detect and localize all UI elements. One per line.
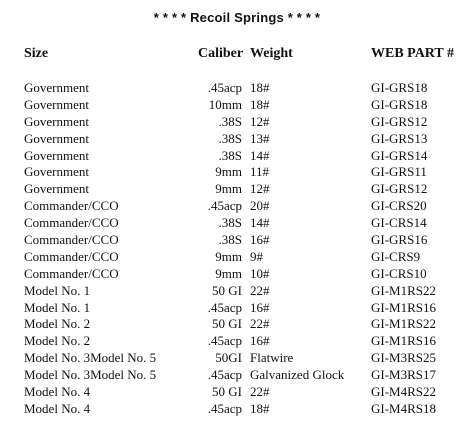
cell-web-part: GI-M3RS25 bbox=[371, 350, 437, 366]
cell-weight: 16# bbox=[250, 299, 270, 315]
cell-web-part: GI-GRS12 bbox=[371, 113, 428, 129]
cell-weight: 12# bbox=[250, 181, 270, 197]
cell-caliber: 9mm bbox=[215, 181, 242, 197]
cell-caliber: .38S bbox=[218, 147, 242, 163]
cell-size: Commander/CCO bbox=[24, 232, 119, 248]
cell-weight: 22# bbox=[250, 316, 270, 332]
cell-weight: 13# bbox=[250, 130, 270, 146]
cell-web-part: GI-CRS20 bbox=[371, 198, 427, 214]
cell-weight: 18# bbox=[250, 400, 270, 416]
cell-size: Commander/CCO bbox=[24, 248, 119, 264]
cell-weight: 11# bbox=[250, 164, 270, 180]
page-title: * * * * Recoil Springs * * * * bbox=[153, 10, 321, 25]
cell-caliber: 50GI bbox=[215, 350, 242, 366]
header-caliber: Caliber bbox=[198, 46, 244, 61]
cell-web-part: GI-GRS11 bbox=[371, 164, 427, 180]
table-row bbox=[0, 384, 474, 401]
cell-weight: 20# bbox=[250, 198, 270, 214]
cell-size: Model No. 2 bbox=[24, 333, 91, 349]
cell-web-part: GI-GRS18 bbox=[371, 96, 428, 112]
cell-caliber: .45acp bbox=[207, 400, 242, 416]
cell-size: Commander/CCO bbox=[24, 215, 119, 231]
cell-caliber: 50 GI bbox=[212, 316, 242, 332]
cell-caliber: .45acp bbox=[207, 367, 242, 383]
cell-weight: 18# bbox=[250, 80, 270, 95]
table-row bbox=[0, 148, 474, 165]
cell-web-part: GI-M1RS22 bbox=[371, 316, 437, 332]
table-row bbox=[0, 333, 474, 350]
cell-web-part: GI-GRS14 bbox=[371, 147, 428, 163]
header-weight: Weight bbox=[250, 46, 293, 61]
cell-size: Model No. 4 bbox=[24, 384, 91, 400]
table-row bbox=[0, 249, 474, 266]
cell-size: Government bbox=[24, 181, 89, 197]
cell-web-part: GI-CRS10 bbox=[371, 265, 427, 281]
cell-web-part: GI-CRS14 bbox=[371, 215, 427, 231]
cell-caliber: 9mm bbox=[215, 164, 242, 180]
cell-size: Government bbox=[24, 147, 89, 163]
cell-weight: 22# bbox=[250, 384, 270, 400]
cell-caliber: .38S bbox=[218, 130, 242, 146]
cell-web-part: GI-M1RS16 bbox=[371, 333, 437, 349]
cell-weight: 9# bbox=[250, 248, 263, 264]
cell-web-part: GI-CRS9 bbox=[371, 248, 421, 264]
cell-size: Commander/CCO bbox=[24, 198, 119, 214]
table-row bbox=[0, 283, 474, 300]
table-row bbox=[0, 181, 474, 198]
cell-web-part: GI-GRS16 bbox=[371, 232, 428, 248]
cell-web-part: GI-M3RS17 bbox=[371, 367, 437, 383]
cell-weight: 12# bbox=[250, 113, 270, 129]
cell-weight: 14# bbox=[250, 215, 270, 231]
cell-web-part: GI-M1RS22 bbox=[371, 282, 437, 298]
table-row bbox=[0, 401, 474, 418]
cell-web-part: GI-M4RS18 bbox=[371, 400, 437, 416]
table-row bbox=[0, 198, 474, 215]
cell-weight: 10# bbox=[250, 265, 270, 281]
cell-caliber: .45acp bbox=[207, 198, 242, 214]
cell-size: Government bbox=[24, 130, 89, 146]
table-row bbox=[0, 164, 474, 181]
cell-caliber: .38S bbox=[218, 215, 242, 231]
table-row bbox=[0, 300, 474, 317]
cell-weight: 18# bbox=[250, 96, 270, 112]
cell-web-part: GI-M1RS16 bbox=[371, 299, 437, 315]
cell-weight: 16# bbox=[250, 333, 270, 349]
cell-weight: Galvanized Glock bbox=[250, 367, 345, 383]
cell-weight: 22# bbox=[250, 282, 270, 298]
cell-caliber: .38S bbox=[218, 232, 242, 248]
table-row bbox=[0, 350, 474, 367]
cell-size: Model No. 3Model No. 5 bbox=[24, 367, 157, 383]
cell-size: Model No. 4 bbox=[24, 400, 91, 416]
table-row bbox=[0, 232, 474, 249]
table-row bbox=[0, 131, 474, 148]
table-row bbox=[0, 97, 474, 114]
table-row bbox=[0, 114, 474, 131]
cell-weight: Flatwire bbox=[250, 350, 294, 366]
cell-caliber: 9mm bbox=[215, 248, 242, 264]
table-row bbox=[0, 266, 474, 283]
cell-caliber: .45acp bbox=[207, 299, 242, 315]
cell-size: Government bbox=[24, 113, 89, 129]
cell-caliber: 9mm bbox=[215, 265, 242, 281]
cell-caliber: .45acp bbox=[207, 80, 242, 95]
table-row bbox=[0, 80, 474, 97]
cell-size: Commander/CCO bbox=[24, 265, 119, 281]
cell-size: Model No. 3Model No. 5 bbox=[24, 350, 157, 366]
cell-caliber: 10mm bbox=[208, 96, 242, 112]
cell-web-part: GI-GRS12 bbox=[371, 181, 428, 197]
cell-web-part: GI-GRS18 bbox=[371, 80, 428, 95]
cell-size: Model No. 1 bbox=[24, 299, 91, 315]
header-web-part: WEB PART # bbox=[371, 46, 455, 61]
spring-table-body bbox=[0, 80, 474, 418]
cell-size: Government bbox=[24, 164, 89, 180]
cell-size: Model No. 1 bbox=[24, 282, 91, 298]
table-row bbox=[0, 367, 474, 384]
table-row bbox=[0, 316, 474, 333]
header-size: Size bbox=[24, 46, 49, 61]
cell-weight: 14# bbox=[250, 147, 270, 163]
cell-caliber: .38S bbox=[218, 113, 242, 129]
cell-weight: 16# bbox=[250, 232, 270, 248]
cell-web-part: GI-M4RS22 bbox=[371, 384, 437, 400]
cell-size: Government bbox=[24, 96, 89, 112]
cell-caliber: 50 GI bbox=[212, 384, 242, 400]
cell-caliber: .45acp bbox=[207, 333, 242, 349]
cell-caliber: 50 GI bbox=[212, 282, 242, 298]
cell-size: Government bbox=[24, 80, 89, 95]
cell-size: Model No. 2 bbox=[24, 316, 91, 332]
cell-web-part: GI-GRS13 bbox=[371, 130, 428, 146]
table-row bbox=[0, 215, 474, 232]
